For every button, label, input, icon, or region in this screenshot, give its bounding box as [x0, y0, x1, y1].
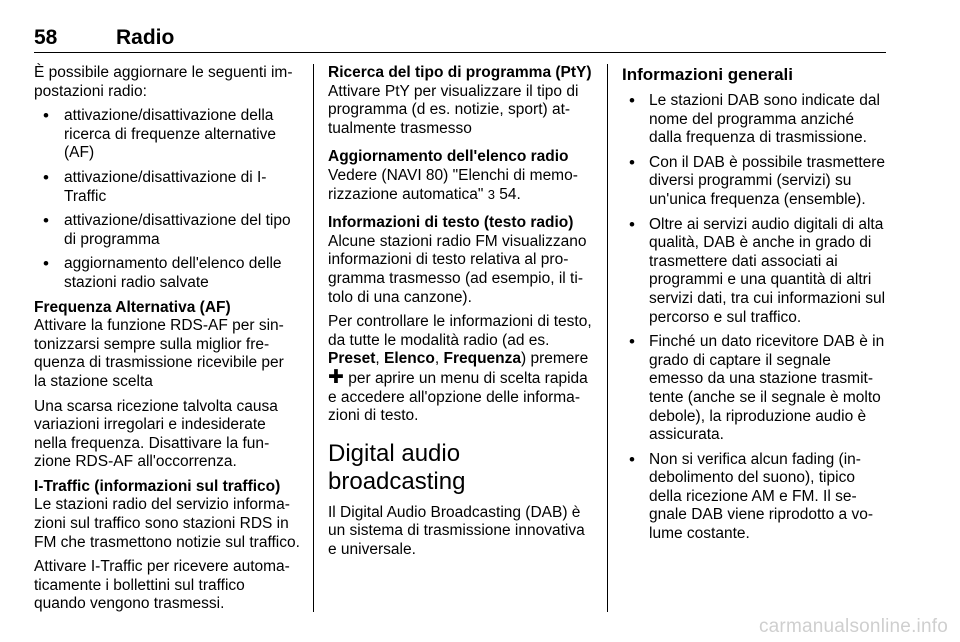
list-item: • attivazione/disattivazione della ricerca di frequenze alternative (AF) — [34, 107, 300, 163]
intro-paragraph: È possibile aggiornare le seguenti impostazioni radio: — [34, 64, 293, 100]
frequenza-label: Frequenza — [443, 350, 521, 368]
update-list-text: Vedere (NAVI 80) "Elenchi di memorizzazione automatica" — [328, 166, 578, 203]
list-item: • Le stazioni DAB sono indicate dal nome del programma anziché dalla frequenza di trasmissione. — [622, 92, 886, 148]
page-header — [34, 18, 886, 53]
itraffic-heading: I-Traffic (informazioni sul traffico) — [34, 477, 281, 495]
radio-text-part: per aprire un menu di scelta rapida e accedere all'opzione delle informazioni di testo. — [328, 369, 588, 425]
list-item: • attivazione/disattivazione del tipo di programma — [34, 212, 300, 249]
list-item: • aggiornamento dell'elenco delle stazioni radio salvate — [34, 255, 300, 292]
radio-text-paragraph-1: Alcune stazioni radio FM visualizzano informazioni di testo relativa al programma trasmesso (ad esempio, il titolo di una canzone). — [328, 232, 587, 306]
af-paragraph-1: Attivare la funzione RDS-AF per sintonizzarsi sempre sulla miglior frequenza di trasmissione ricevibile per la stazione scelta — [34, 317, 284, 390]
dab-paragraph: Il Digital Audio Broadcasting (DAB) è un sistema di trasmissione innovativa e universale. — [328, 503, 585, 558]
list-item: • Con il DAB è possibile trasmettere diversi programmi (servizi) su un'unica frequenza (ensemble). — [622, 154, 886, 210]
pty-heading: Ricerca del tipo di programma (PtY) — [328, 64, 592, 81]
separator: , — [375, 350, 380, 368]
list-item: • Oltre ai servizi audio digitali di alta qualità, DAB è anche in grado di trasmettere dati associati ai programmi e una quantità di altri servizi dati, tra cui informazioni sul percorso e sul traffico. — [622, 216, 886, 328]
preset-label: Preset — [328, 350, 376, 368]
separator: , — [434, 350, 440, 368]
dab-heading: Digital audio broadcasting — [328, 439, 466, 495]
watermark: carmanualsonline.info — [758, 616, 948, 637]
dab-info-list — [622, 92, 886, 544]
section-title: Radio — [116, 26, 175, 49]
column-left — [34, 64, 300, 620]
column-divider — [313, 64, 314, 612]
list-item: • Non si verifica alcun fading (indebolimento del suono), tipico della ricezione AM e FM. Il segnale DAB viene riprodotto a volume costante. — [622, 451, 886, 544]
itraffic-paragraph-1: Le stazioni radio del servizio informazioni sul traffico sono stazioni RDS in FM che trasmettono notizie sul traffico. — [34, 496, 300, 551]
column-divider — [607, 64, 608, 612]
radio-text-part: Per controllare le informazioni di testo, da tutte le modalità radio (ad es. — [328, 313, 592, 349]
radio-text-paragraph-2 — [328, 313, 592, 426]
page-number: 58 — [34, 26, 58, 49]
column-middle — [328, 64, 592, 565]
plus-icon: ✚ — [328, 366, 344, 388]
elenco-label: Elenco — [384, 350, 435, 368]
radio-text-part: ) premere — [521, 350, 589, 368]
af-heading: Frequenza Alternativa (AF) — [34, 298, 231, 316]
list-item: • attivazione/disattivazione di I-Traffic — [34, 169, 300, 206]
radio-text-heading: Informazioni di testo (testo radio) — [328, 214, 574, 232]
update-list-heading: Aggiornamento dell'elenco radio — [328, 148, 569, 166]
column-right — [622, 64, 886, 550]
general-info-heading: Informazioni generali — [622, 65, 793, 84]
page-reference: 54. — [499, 185, 521, 203]
settings-list — [34, 107, 300, 292]
list-item: • Finché un dato ricevitore DAB è in grado di captare il segnale emesso da una stazione trasmittente (anche se il segnale è molto debole), la riproduzione audio è assicurata. — [622, 333, 886, 445]
af-paragraph-2: Una scarsa ricezione talvolta causa variazioni irregolari e indesiderate nella frequenza. Disattivare la funzione RDS-AF all'occorrenza. — [34, 397, 278, 471]
update-list-paragraph — [328, 167, 592, 204]
itraffic-paragraph-2: Attivare I-Traffic per ricevere automaticamente i bollettini sul traffico quando vengono trasmessi. — [34, 558, 290, 613]
pty-paragraph: Attivare PtY per visualizzare il tipo di programma (d es. notizie, sport) attualmente trasmesso — [328, 82, 579, 137]
page-reference-icon: 3 — [487, 186, 495, 202]
